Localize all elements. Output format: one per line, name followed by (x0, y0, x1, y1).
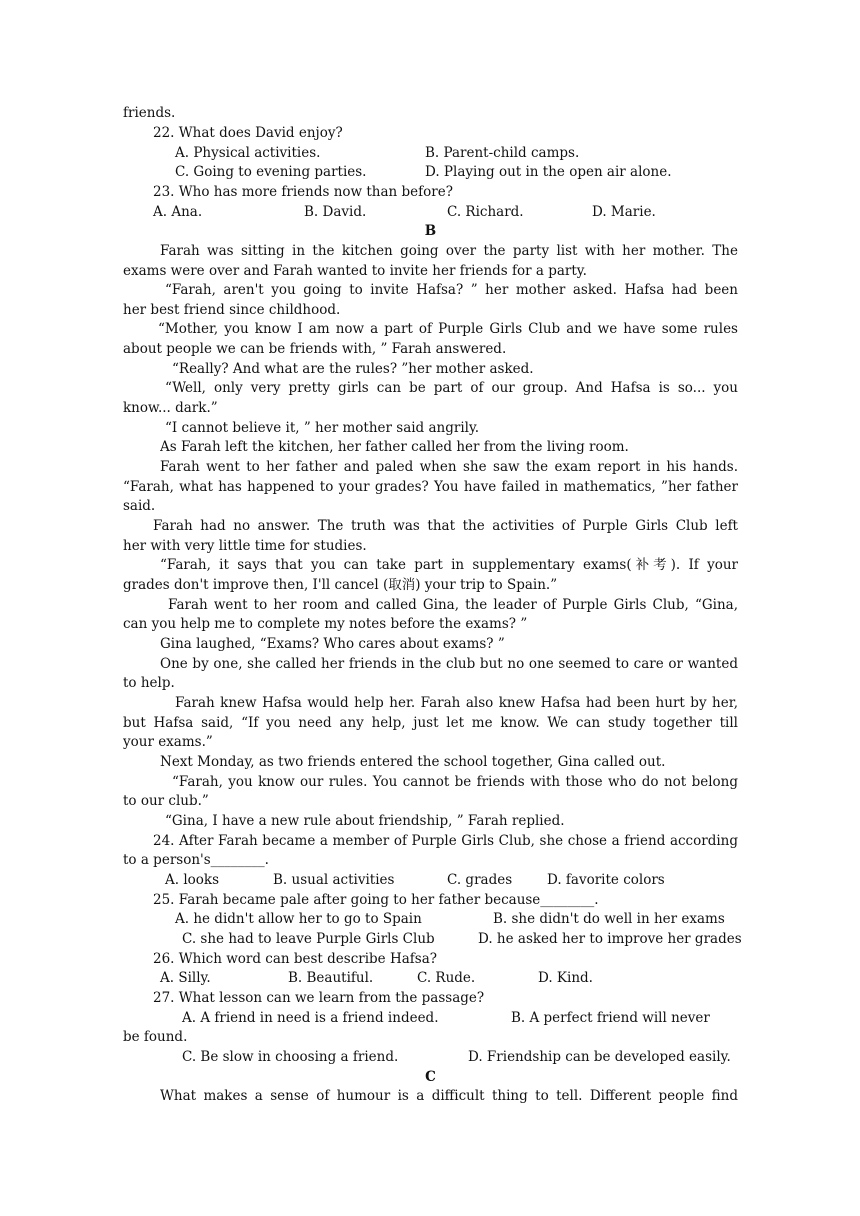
text-line: “Farah, what has happened to your grades? You have failed in mathematics, ”her father (123, 479, 738, 495)
section-heading-c: C (425, 1069, 436, 1085)
text-line: One by one, she called her friends in the club but no one seemed to care or wanted (160, 656, 738, 672)
text-line: grades don't improve then, I'll cancel (取消) your trip to Spain.” (123, 577, 558, 593)
q25-option-a: A. he didn't allow her to go to Spain (175, 911, 422, 927)
text-line: to our club.” (123, 793, 209, 809)
text-line: said. (123, 498, 156, 514)
text-line: Farah went to her room and called Gina, the leader of Purple Girls Club, “Gina, (168, 597, 738, 613)
text-line: but Hafsa said, “If you need any help, just let me know. We can study together till (123, 715, 738, 731)
q22-option-a: A. Physical activities. (175, 145, 321, 161)
question-22: 22. What does David enjoy? (153, 125, 343, 141)
q23-option-a: A. Ana. (153, 204, 203, 220)
text-line: Farah was sitting in the kitchen going over the party list with her mother. The (160, 243, 738, 259)
q23-option-c: C. Richard. (447, 204, 524, 220)
question-24-cont: to a person's________. (123, 852, 269, 868)
q24-option-c: C. grades (447, 872, 513, 888)
q26-option-c: C. Rude. (417, 970, 476, 986)
question-26: 26. Which word can best describe Hafsa? (153, 951, 437, 967)
text-line: to help. (123, 675, 175, 691)
text-line: her with very little time for studies. (123, 538, 367, 554)
q23-option-d: D. Marie. (592, 204, 656, 220)
text-line: “Gina, I have a new rule about friendship, ” Farah replied. (165, 813, 565, 829)
text-line: about people we can be friends with, ” Farah answered. (123, 341, 507, 357)
text-line: know... dark.” (123, 400, 218, 416)
text-line: “Farah, aren't you going to invite Hafsa? ” her mother asked. Hafsa had been (165, 282, 738, 298)
q25-option-b: B. she didn't do well in her exams (493, 911, 725, 927)
text-line: Farah had no answer. The truth was that the activities of Purple Girls Club left (153, 518, 738, 534)
q24-option-b: B. usual activities (273, 872, 395, 888)
question-24: 24. After Farah became a member of Purple Girls Club, she chose a friend according (153, 833, 738, 849)
text-line: “Really? And what are the rules? ”her mother asked. (172, 361, 534, 377)
text-line: Farah knew Hafsa would help her. Farah also knew Hafsa had been hurt by her, (175, 695, 738, 711)
q26-option-b: B. Beautiful. (288, 970, 374, 986)
text-line: As Farah left the kitchen, her father called her from the living room. (160, 439, 629, 455)
text-line: “Well, only very pretty girls can be part of our group. And Hafsa is so... you (165, 380, 738, 396)
text-line: “Mother, you know I am now a part of Purple Girls Club and we have some rules (158, 321, 738, 337)
text-line: Farah went to her father and paled when she saw the exam report in his hands. (160, 459, 738, 475)
text-line: “I cannot believe it, ” her mother said angrily. (165, 420, 480, 436)
text-line: Gina laughed, “Exams? Who cares about exams? ” (160, 636, 505, 652)
text-line: can you help me to complete my notes before the exams? ” (123, 616, 528, 632)
text-line: her best friend since childhood. (123, 302, 341, 318)
q27-option-b: B. A perfect friend will never (511, 1010, 710, 1026)
text-line: your exams.” (123, 734, 213, 750)
q24-option-a: A. looks (165, 872, 220, 888)
text-line: What makes a sense of humour is a difficult thing to tell. Different people find (160, 1088, 738, 1104)
q27-option-b-cont: be found. (123, 1029, 188, 1045)
text-line: exams were over and Farah wanted to invite her friends for a party. (123, 263, 587, 279)
q25-option-d: D. he asked her to improve her grades (478, 931, 742, 947)
question-25: 25. Farah became pale after going to her father because________. (153, 892, 599, 908)
question-23: 23. Who has more friends now than before? (153, 184, 453, 200)
text-line: “Farah, it says that you can take part in supplementary exams(补考). If your (160, 557, 738, 573)
text-line: Next Monday, as two friends entered the school together, Gina called out. (160, 754, 666, 770)
q23-option-b: B. David. (304, 204, 367, 220)
question-27: 27. What lesson can we learn from the passage? (153, 990, 485, 1006)
text-line: friends. (123, 105, 176, 121)
q26-option-d: D. Kind. (538, 970, 593, 986)
q22-option-d: D. Playing out in the open air alone. (425, 164, 672, 180)
q27-option-a: A. A friend in need is a friend indeed. (182, 1010, 439, 1026)
q22-option-b: B. Parent-child camps. (425, 145, 580, 161)
text-line: “Farah, you know our rules. You cannot be friends with those who do not belong (172, 774, 738, 790)
q22-option-c: C. Going to evening parties. (175, 164, 367, 180)
q27-option-c: C. Be slow in choosing a friend. (182, 1049, 399, 1065)
q24-option-d: D. favorite colors (547, 872, 665, 888)
q25-option-c: C. she had to leave Purple Girls Club (182, 931, 435, 947)
section-heading-b: B (424, 223, 437, 239)
q26-option-a: A. Silly. (160, 970, 211, 986)
q27-option-d: D. Friendship can be developed easily. (468, 1049, 731, 1065)
